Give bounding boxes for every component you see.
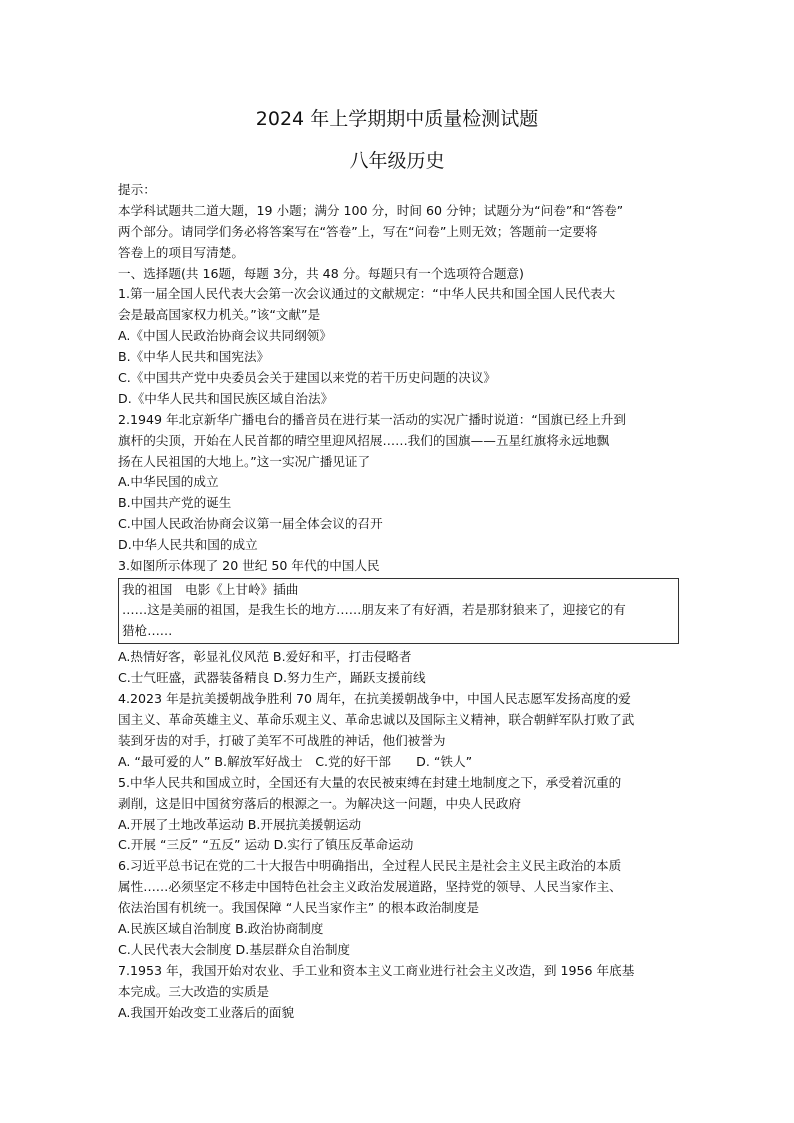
section-heading: 一、选择题(共 16题，每题 3分，共 48 分。每题只有一个选项符合题意) xyxy=(118,265,524,281)
question-1-option-c: C.《中国共产党中央委员会关于建国以来党的若干历史问题的决议》 xyxy=(118,370,497,386)
question-3-options-cd: C.士气旺盛，武器装备精良 D.努力生产，踊跃支援前线 xyxy=(118,670,426,686)
question-2-stem: 2.1949 年北京新华广播电台的播音员在进行某一活动的实况广播时说道：“国旗已经上升到 xyxy=(118,411,626,427)
question-3-options-ab: A.热情好客，彰显礼仪风范 B.爱好和平，打击侵略者 xyxy=(118,649,412,665)
question-1-option-d: D.《中华人民共和国民族区域自治法》 xyxy=(118,390,334,406)
question-4-stem: 4.2023 年是抗美援朝战争胜利 70 周年，在抗美援朝战争中，中国人民志愿军发扬高度的爱 xyxy=(118,691,631,707)
question-7-stem: 本完成。三大改造的实质是 xyxy=(118,983,270,999)
question-6-options-cd: C.人民代表大会制度 D.基层群众自治制度 xyxy=(118,941,351,957)
question-2-option-a: A.中华民国的成立 xyxy=(118,474,219,490)
lyric-material-box xyxy=(118,578,679,645)
exam-content xyxy=(118,180,680,1023)
question-1-stem: 会是最高国家权力机关。”该“文献”是 xyxy=(118,307,321,323)
exam-subject: 八年级历史 xyxy=(349,150,445,172)
question-2-stem: 扬在人民祖国的大地上。”这一实况广播见证了 xyxy=(118,453,371,469)
question-5-options-ab: A.开展了土地改革运动 B.开展抗美援朝运动 xyxy=(118,816,362,832)
question-2-option-d: D.中华人民共和国的成立 xyxy=(118,537,258,553)
lyric-text: 猎枪…… xyxy=(122,622,173,638)
question-1-option-a: A.《中国人民政治协商会议共同纲领》 xyxy=(118,328,332,344)
notice-label: 提示： xyxy=(118,182,156,197)
question-6-stem: 6.习近平总书记在党的二十大报告中明确指出，全过程人民民主是社会主义民主政治的本质 xyxy=(118,858,622,874)
question-6-stem: 依法治国有机统一。我国保障 “人民当家作主” 的根本政治制度是 xyxy=(118,900,480,916)
question-1-option-b: B.《中华人民共和国宪法》 xyxy=(118,349,270,365)
question-7-stem: 7.1953 年，我国开始对农业、手工业和资本主义工商业进行社会主义改造，到 1956 年底基 xyxy=(118,962,635,978)
notice-text: 本学科试题共二道大题，19 小题；满分 100 分，时间 60 分钟；试题分为“问卷”和“答卷” xyxy=(118,202,624,218)
notice-text: 答卷上的项目写清楚。 xyxy=(118,244,244,260)
question-2-stem: 旗杆的尖顶，开始在人民首都的晴空里迎风招展……我们的国旗——五星红旗将永远地飘 xyxy=(118,432,610,448)
question-5-stem: 5.中华人民共和国成立时，全国还有大量的农民被束缚在封建土地制度之下，承受着沉重的 xyxy=(118,774,622,790)
notice-text: 两个部分。请同学们务必将答案写在“答卷”上，写在“问卷”上则无效；答题前一定要将 xyxy=(118,223,598,239)
question-3-stem: 3.如图所示体现了 20 世纪 50 年代的中国人民 xyxy=(118,558,380,574)
question-4-options: A. “最可爱的人” B.解放军好战士 C.党的好干部 D. “铁人” xyxy=(118,753,473,769)
question-5-stem: 剥削，这是旧中国贫穷落后的根源之一。为解决这一问题，中央人民政府 xyxy=(118,795,521,811)
question-6-options-ab: A.民族区域自治制度 B.政治协商制度 xyxy=(118,921,324,936)
question-6-stem: 属性……必须坚定不移走中国特色社会主义政治发展道路，坚持党的领导、人民当家作主、 xyxy=(118,879,622,895)
question-5-options-cd: C.开展 “三反” “五反” 运动 D.实行了镇压反革命运动 xyxy=(118,837,414,853)
lyric-text: ……这是美丽的祖国，是我生长的地方……朋友来了有好酒，若是那豺狼来了，迎接它的有 xyxy=(122,602,626,618)
exam-title: 2024 年上学期期中质量检测试题 xyxy=(255,108,539,130)
question-2-option-b: B.中国共产党的诞生 xyxy=(118,495,232,511)
question-2-option-c: C.中国人民政治协商会议第一届全体会议的召开 xyxy=(118,516,383,532)
question-1-stem: 1.第一届全国人民代表大会第一次会议通过的文献规定：“中华人民共和国全国人民代表大 xyxy=(118,286,616,302)
lyric-title: 我的祖国 电影《上甘岭》插曲 xyxy=(122,581,299,597)
question-7-option-a: A.我国开始改变工业落后的面貌 xyxy=(118,1004,295,1020)
question-4-stem: 装到牙齿的对手，打破了美军不可战胜的神话，他们被誉为 xyxy=(118,732,446,748)
question-4-stem: 国主义、革命英雄主义、革命乐观主义、革命忠诚以及国际主义精神，联合朝鲜军队打败了武 xyxy=(118,712,635,728)
